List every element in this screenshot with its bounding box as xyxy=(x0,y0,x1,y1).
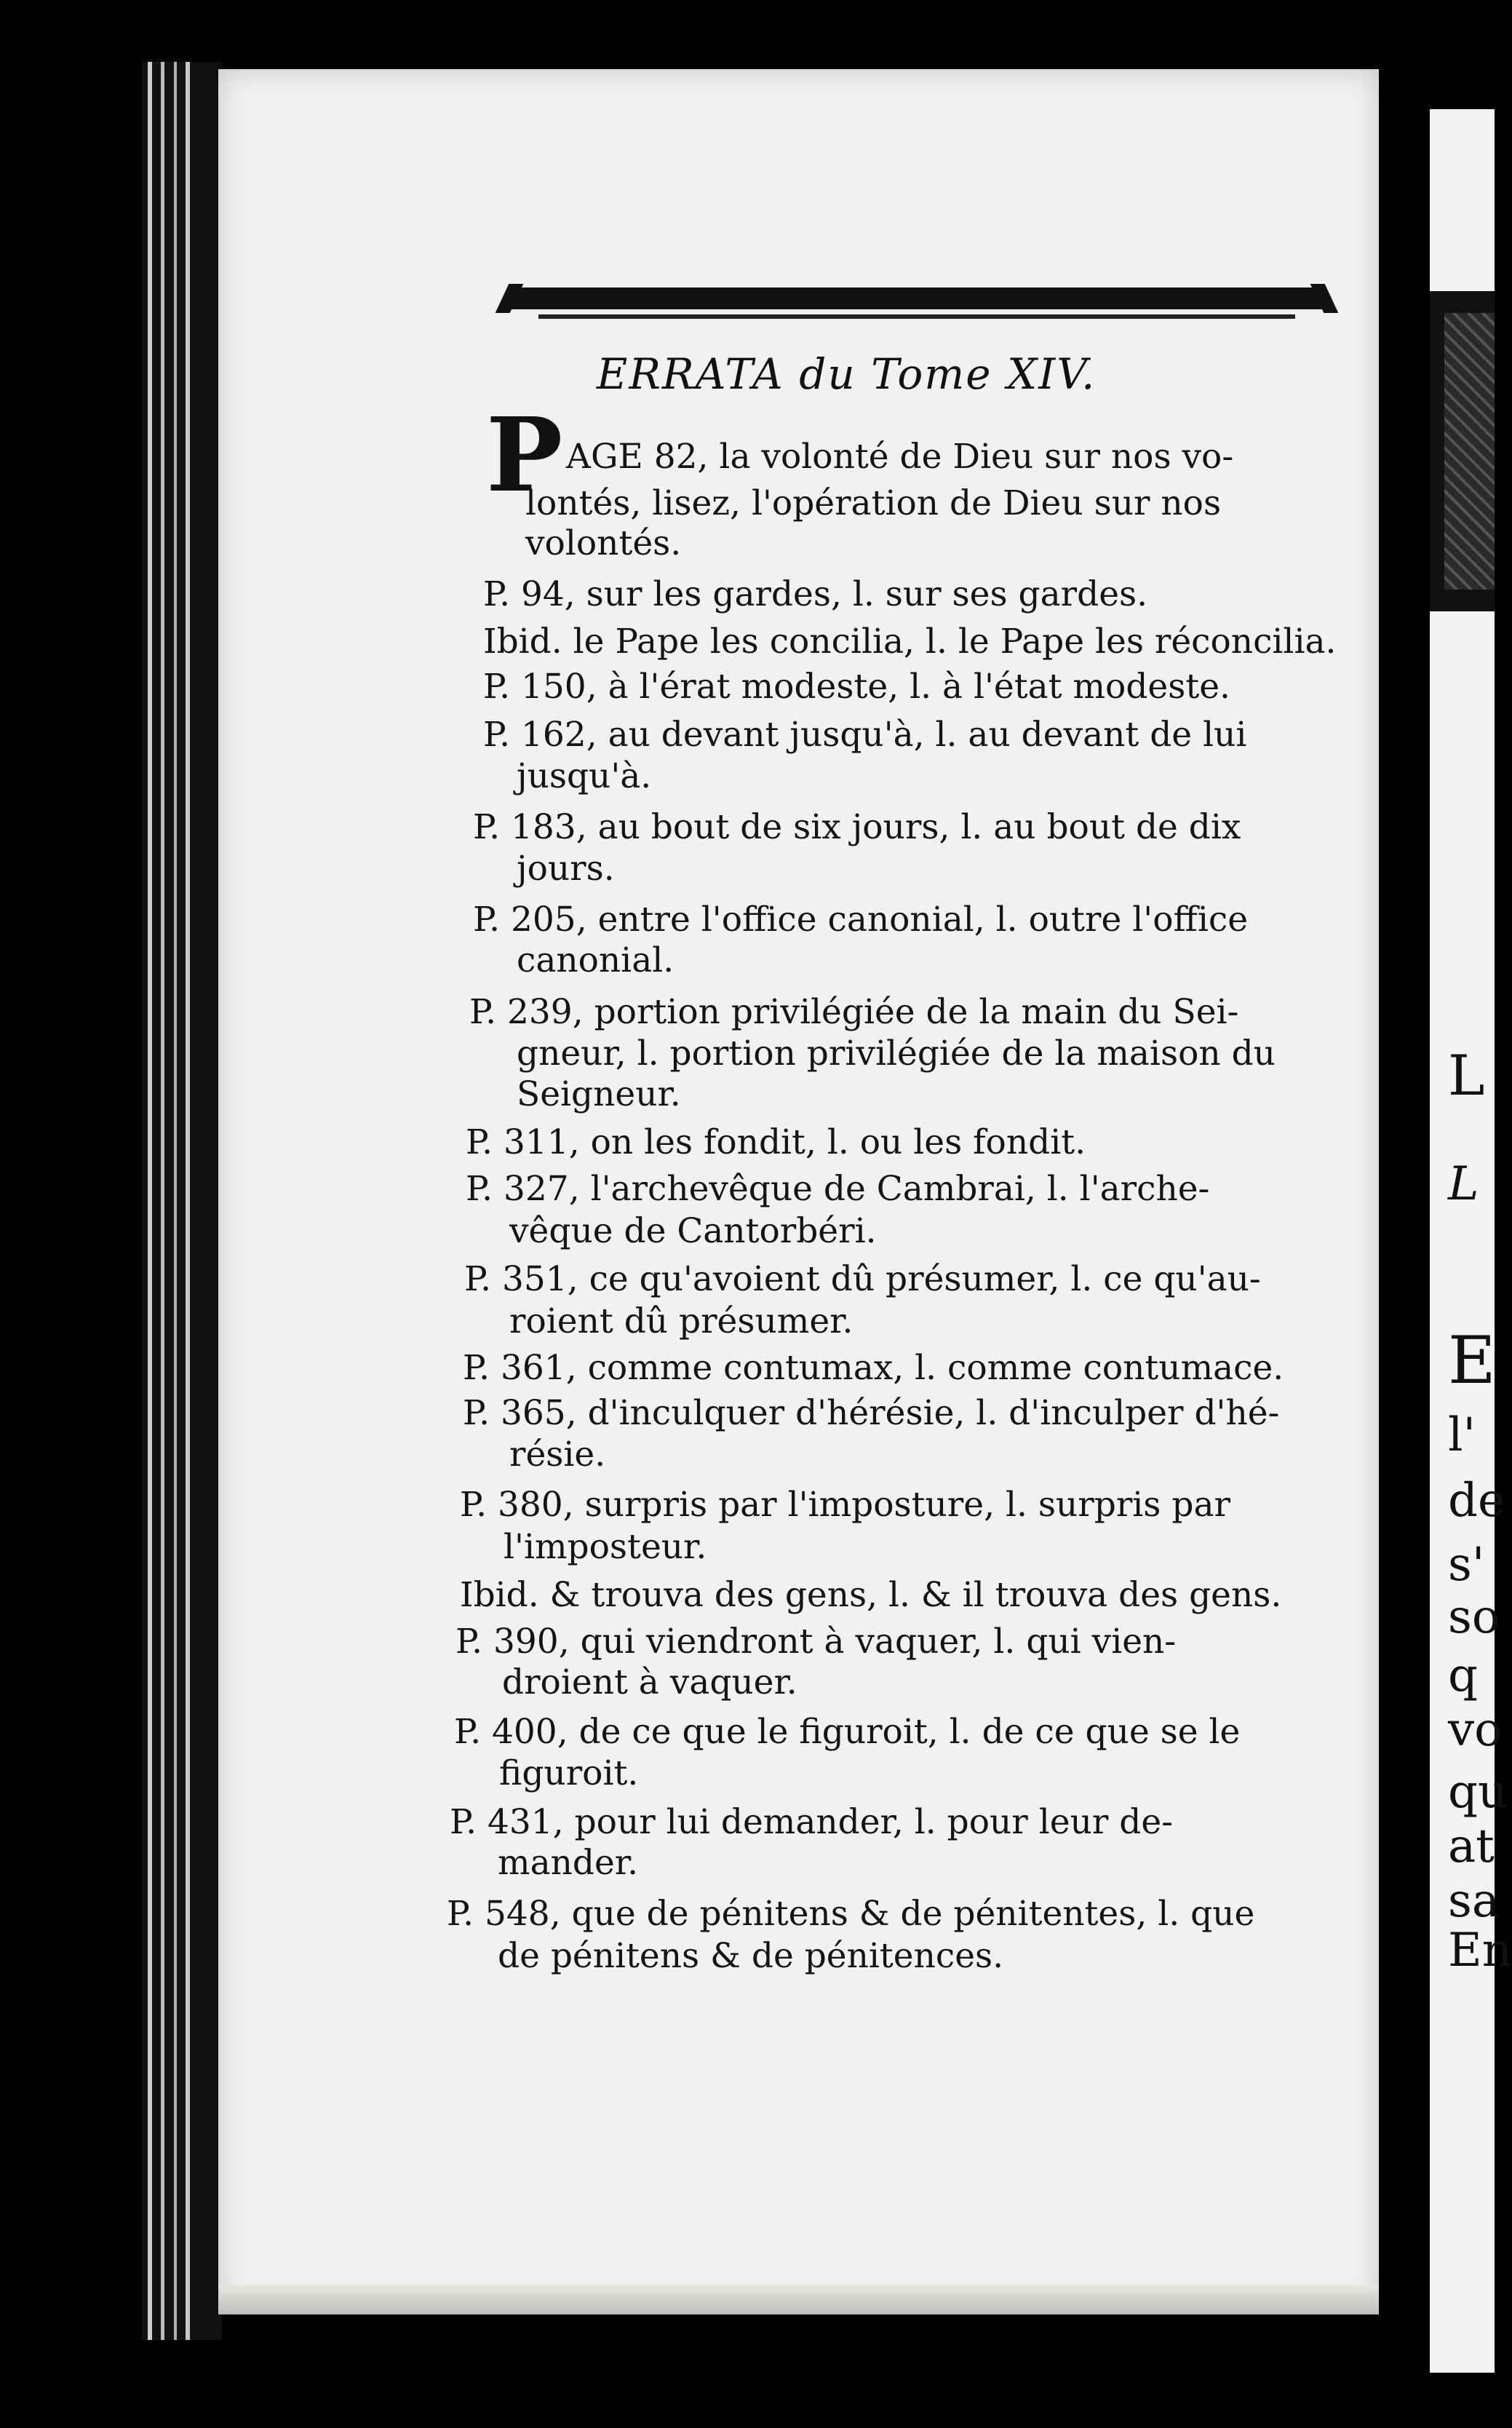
errata-line: gneur, l. portion privilégiée de la maison du xyxy=(517,1034,1276,1074)
errata-line: P. 400, de ce que le figuroit, l. de ce que se le xyxy=(454,1712,1241,1752)
errata-line: de pénitens & de pénitences. xyxy=(498,1936,1004,1976)
adjacent-fragment: l' xyxy=(1448,1408,1476,1462)
errata-line: volontés. xyxy=(525,523,682,563)
adjacent-fragment: s' xyxy=(1448,1538,1485,1592)
errata-line: P. 431, pour lui demander, l. pour leur de- xyxy=(450,1802,1174,1842)
adjacent-fragment: q xyxy=(1448,1649,1478,1702)
errata-line: P. 390, qui viendront à vaquer, l. qui vien- xyxy=(455,1622,1177,1662)
errata-line: P. 239, portion privilégiée de la main du Sei- xyxy=(469,992,1239,1032)
errata-line: jours. xyxy=(517,849,615,889)
adjacent-fragment: at xyxy=(1448,1820,1495,1873)
errata-line: droient à vaquer. xyxy=(502,1662,797,1702)
adjacent-fragment: de xyxy=(1448,1474,1505,1528)
errata-line: roient dû présumer. xyxy=(509,1301,854,1341)
ornament-rule xyxy=(509,287,1324,309)
errata-line: P. 205, entre l'office canonial, l. outre l'office xyxy=(473,900,1249,940)
errata-line: résie. xyxy=(509,1435,606,1475)
errata-line: P. 162, au devant jusqu'à, l. au devant de lui xyxy=(483,715,1247,755)
errata-line: P. 548, que de pénitens & de pénitentes, l. que xyxy=(447,1894,1255,1934)
errata-line: P. 361, comme contumax, l. comme contumace. xyxy=(463,1348,1284,1388)
adjacent-fragment: sa xyxy=(1448,1874,1500,1928)
errata-line: jusqu'à. xyxy=(517,756,652,796)
errata-line: l'imposteur. xyxy=(504,1527,707,1567)
ornament-rule-thin xyxy=(538,314,1295,319)
errata-line: canonial. xyxy=(517,940,675,980)
errata-line: mander. xyxy=(498,1843,639,1883)
errata-line: P. 327, l'archevêque de Cambrai, l. l'arche- xyxy=(466,1169,1210,1209)
adjacent-fragment: E xyxy=(1448,1322,1496,1399)
adjacent-fragment: L xyxy=(1448,1043,1485,1108)
errata-line: Ibid. le Pape les concilia, l. le Pape les réconcilia. xyxy=(483,622,1337,662)
errata-line: vêque de Cantorbéri. xyxy=(509,1211,877,1251)
adjacent-fragment: qu xyxy=(1448,1765,1508,1819)
page-bottom-shadow xyxy=(218,2285,1379,2314)
errata-line: P. 94, sur les gardes, l. sur ses gardes. xyxy=(483,574,1148,614)
errata-line: P. 311, on les fondit, l. ou les fondit. xyxy=(466,1122,1086,1162)
book-page-edges xyxy=(142,62,222,2340)
adjacent-fragment: L xyxy=(1448,1157,1479,1211)
errata-line: P. 150, à l'érat modeste, l. à l'état modeste. xyxy=(483,667,1230,707)
errata-line: P. 351, ce qu'avoient dû présumer, l. ce qu'au- xyxy=(464,1259,1261,1299)
errata-line: figuroit. xyxy=(499,1753,639,1793)
errata-line: P. 183, au bout de six jours, l. au bout de dix xyxy=(473,807,1241,847)
adjacent-fragment: En xyxy=(1448,1924,1512,1977)
errata-line: Ibid. & trouva des gens, l. & il trouva des gens. xyxy=(460,1575,1282,1615)
drop-cap: P xyxy=(486,396,563,515)
adjacent-fragment: vo xyxy=(1448,1703,1503,1757)
errata-line: Seigneur. xyxy=(517,1074,681,1114)
errata-line: P. 365, d'inculquer d'hérésie, l. d'inculper d'hé- xyxy=(463,1393,1280,1433)
adjacent-fragment: so xyxy=(1448,1590,1500,1644)
page-title: ERRATA du Tome XIV. xyxy=(597,349,1097,399)
errata-line: P. 380, surpris par l'imposture, l. surpris par xyxy=(460,1485,1230,1525)
errata-line: lontés, lisez, l'opération de Dieu sur nos xyxy=(525,483,1222,523)
errata-line: AGE 82, la volonté de Dieu sur nos vo- xyxy=(566,437,1234,477)
